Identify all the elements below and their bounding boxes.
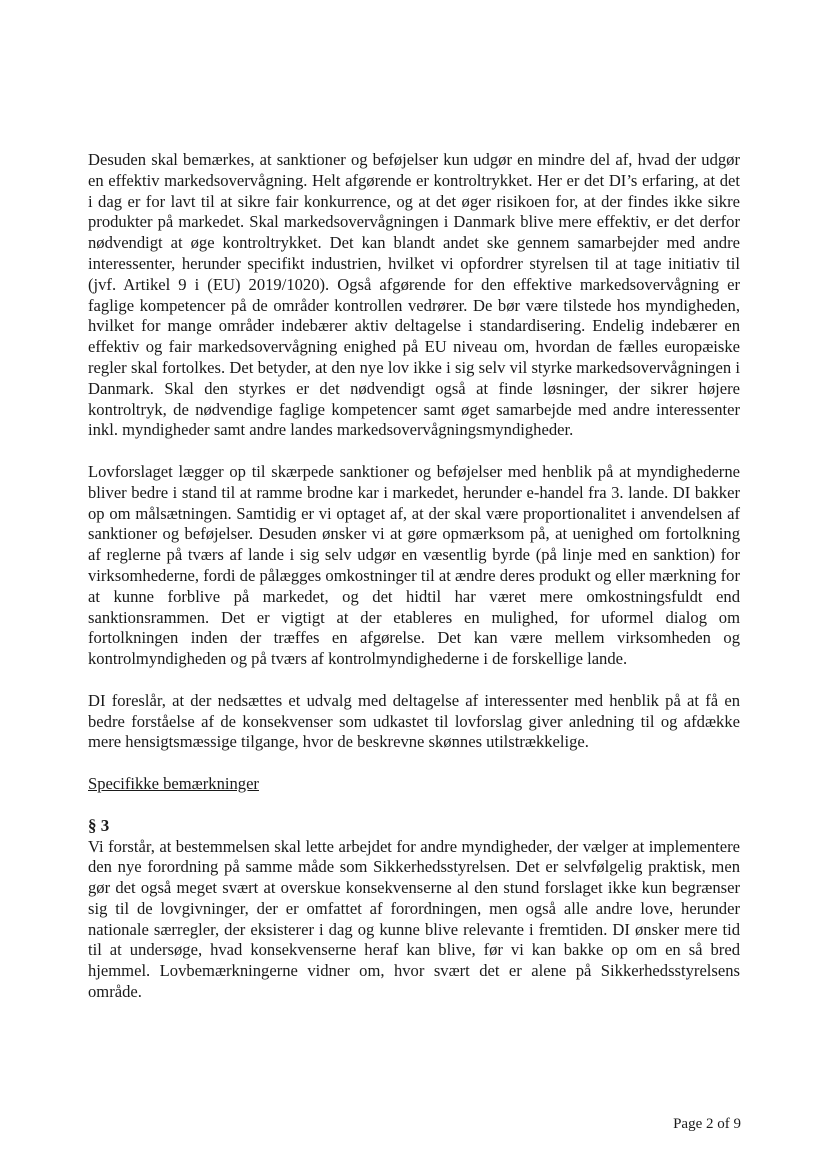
paragraph-committee-proposal: DI foreslår, at der nedsættes et udvalg med deltagelse af interessenter med henblik på at få en bedre forståelse af de konsekvenser som udkastet til lovforslag giver anledning til og afdække mere hensigtsmæssige tilgange, hvor de beskrevne skønnes utilstrækkelige.: [88, 690, 740, 752]
specific-remarks-heading: Specifikke bemærkninger: [88, 773, 259, 793]
section-number: § 3: [88, 815, 110, 835]
paragraph-sanctions: Lovforslaget lægger op til skærpede sanktioner og beføjelser med henblik på at myndighederne bliver bedre i stand til at ramme brodne kar i markedet, herunder e-handel fra 3. lande. DI bakker op om målsætningen. Samtidig er vi optaget af, at der skal være proportionalitet i anvendelsen af sanktioner og beføjelser. Desuden ønsker vi at gøre opmærksom på, at uenighed om fortolkning af reglerne på tværs af lande i sig selv udgør en væsentlig byrde (på linje med en sanktion) for virksomhederne, fordi de pålægges omkostninger til at ændre deres produkt og eller mærkning for at kunne forblive på markedet, og det hidtil har været mere omkostningsfuldt end sanktionsrammen. Det er vigtigt at der etableres en mulighed, for uformel dialog om fortolkningen inden der træffes en afgørelse. Det kan være mellem virksomheden og kontrolmyndigheden og på tværs af kontrolmyndighederne i de forskellige lande.: [88, 461, 740, 669]
page-number: Page 2 of 9: [673, 1116, 741, 1132]
document-body: [88, 150, 740, 1003]
paragraph-section-3: Vi forstår, at bestemmelsen skal lette arbejdet for andre myndigheder, der vælger at implementere den nye forordning på samme måde som Sikkerhedsstyrelsen. Det er selvfølgelig praktisk, men gør det også meget svært at overskue konsekvenserne al den stund forslaget ikke kun begrænser sig til de lovgivninger, der er omfattet af forordningen, men også alle andre love, herunder nationale særregler, der eksisterer i dag og kunne blive relevante i fremtiden. DI ønsker mere tid til at undersøge, hvad konsekvenserne heraf kan blive, før vi kan bakke op om en så bred hjemmel. Lovbemærkningerne vidner om, hvor svært det er alene på Sikkerhedsstyrelsens område.: [88, 836, 740, 1002]
paragraph-market-surveillance: Desuden skal bemærkes, at sanktioner og beføjelser kun udgør en mindre del af, hvad der udgør en effektiv markedsovervågning. Helt afgørende er kontroltrykket. Her er det DI’s erfaring, at det i dag er for lavt til at sikre fair konkurrence, og at det øger risikoen for, at der findes ikke sikre produkter på markedet. Skal markedsovervågningen i Danmark blive mere effektiv, er det derfor nødvendigt at øge kontroltrykket. Det kan blandt andet ske gennem samarbejder med andre interessenter, herunder specifikt industrien, hvilket vi opfordrer styrelsen til at tage initiativ til (jvf. Artikel 9 i (EU) 2019/1020). Også afgørende for den effektive markedsovervågning er faglige kompetencer på de områder kontrollen vedrører. De bør være tilstede hos myndigheden, hvilket for mange områder indebærer aktiv deltagelse i standardisering. Endelig indebærer en effektiv og fair markedsovervågning enighed på EU niveau om, hvordan de fælles europæiske regler skal fortolkes. Det betyder, at den nye lov ikke i sig selv vil styrke markedsovervågningen i Danmark. Skal den styrkes er det nødvendigt også at finde løsninger, der sikrer højere kontroltryk, de nødvendige faglige kompetencer samt øget samarbejde med andre interessenter inkl. myndigheder samt andre landes markedsovervågningsmyndigheder.: [88, 150, 740, 440]
